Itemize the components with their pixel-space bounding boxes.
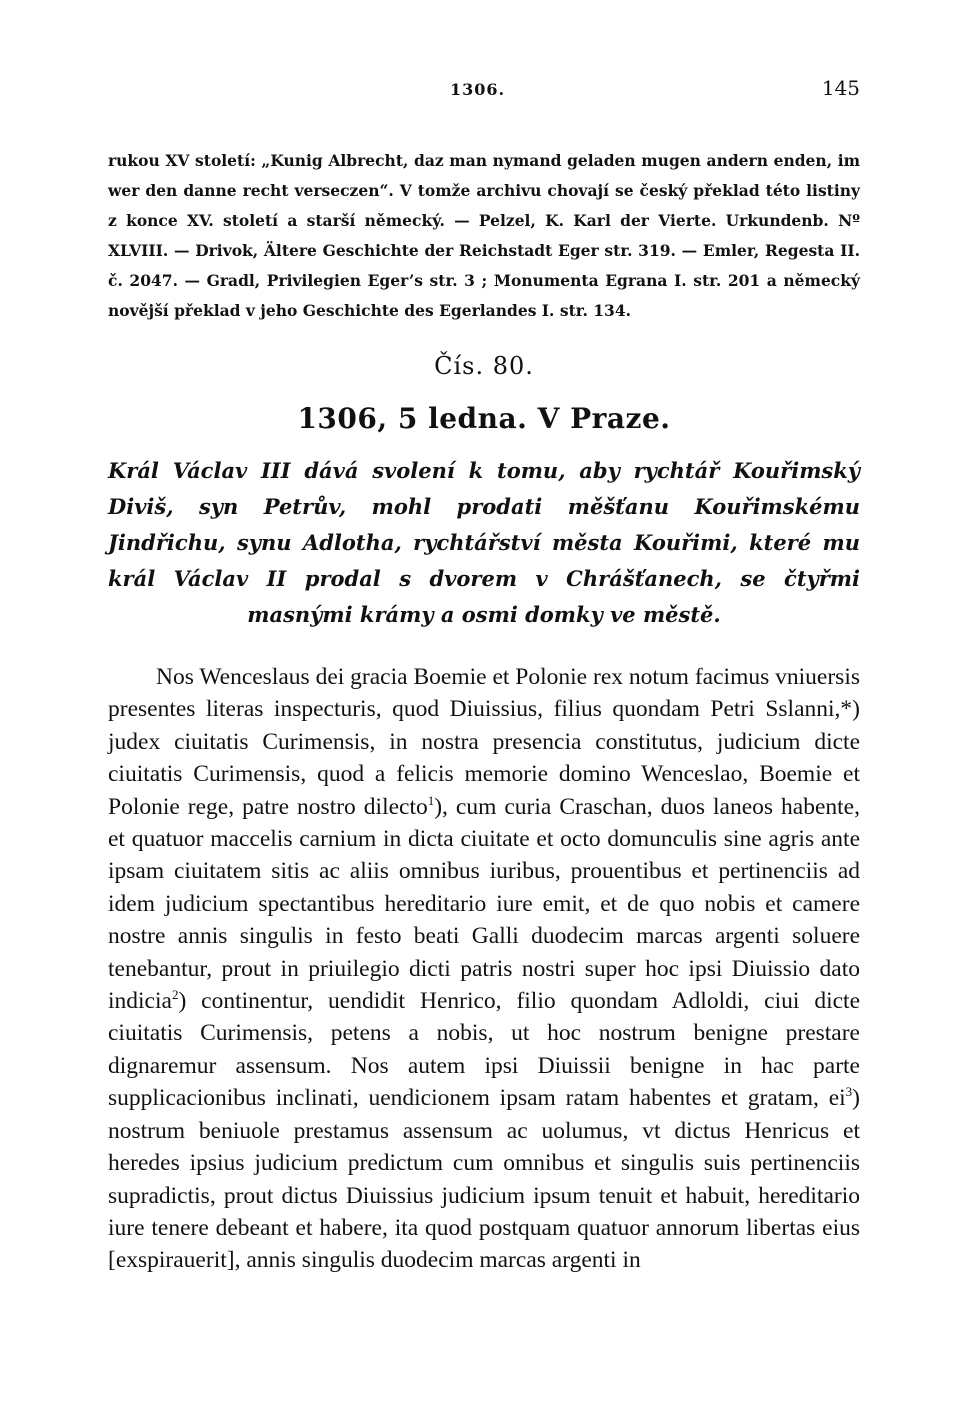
document-page: [108, 70, 860, 1300]
document-number: Čís. 80.: [434, 352, 534, 380]
running-head: [108, 70, 860, 110]
latin-text-part-2: ), cum curia Craschan, duos laneos habente, et quatuor maccelis carnium in dicta ciuitate et octo domunculis sine agris ante ipsam ciuitatem sitis ac aliis omnibus iuribus, prouentibus et pertinenciis ad idem judicium spectantibus hereditario iure emit, et de quo nobis et camere nostre annis singulis in festo beati Galli duodecim marcas argenti soluere tenebantur, prout in priuilegio dicti patris nostri super hoc ipsi Diuissio dato indicia: [108, 793, 860, 1015]
document-date: 1306, 5 ledna. V Praze.: [297, 402, 671, 435]
latin-charter-text: [108, 661, 860, 1277]
footnote-ref-3: 3: [845, 1084, 853, 1100]
regest-summary: Král Václav III dává svolení k tomu, aby rychtář Kouřimský Diviš, syn Petrův, mohl prodati měšťanu Kouřimskému Jindřichu, synu Adlotha, rychtářství města Kouřimi, které mu král Václav II prodal s dvorem v Chrášťanech, se čtyřmi masnými krámy a osmi domky ve městě.: [108, 458, 860, 627]
latin-text-part-4: ) nostrum beniuole prestamus assensum ac uolumus, vt dictus Henricus et heredes ipsius judicium predictum cum omnibus et singulis suis pertinenciis supradictis, prout dictus Diuissius judicium ipsum tenuit et habuit, hereditario iure tenere debeant et habere, ita quod postquam quatuor annorum libertas eius [exspirauerit], annis singulis duodecim marcas argenti in: [108, 1085, 860, 1274]
page-number: 145: [821, 76, 860, 100]
footnote-ref-2: 2: [171, 987, 179, 1003]
note-paragraph: rukou XV století: „Kunig Albrecht, daz man nymand geladen mugen andern enden, im wer den danne recht verseczen“. V tomže archivu chovají se český překlad této listiny z konce XV. století a starší německý. — Pelzel, K. Karl der Vierte. Urkundenb. Nº XLVIII. — Drivok, Ältere Geschichte der Reichstadt Eger str. 319. — Emler, Regesta II. č. 2047. — Gradl, Privilegien Eger’s str. 3 ; Monumenta Egrana I. str. 201 a německý novější překlad v jeho Geschichte des Egerlandes I. str. 134.: [108, 151, 860, 320]
running-head-year: 1306.: [450, 80, 506, 99]
footnote-ref-1: 1: [427, 792, 435, 808]
latin-text-part-1: Nos Wenceslaus dei gracia Boemie et Polonie rex notum facimus vniuersis presentes literas inspecturis, quod Diuissius, filius quondam Petri Sslanni,*) judex ciuitatis Curimensis, in nostra presencia constitutus, judicium dicte ciuitatis Curimensis, quod a felicis memorie domino Wenceslao, Boemie et Polonie rege, patre nostro dilecto: [108, 664, 860, 820]
latin-text-part-3: ) continentur, uendidit Henrico, filio quondam Adloldi, ciui dicte ciuitatis Curimensis, petens a nobis, ut hoc nostrum benigne prestare dignaremur assensum. Nos autem ipsi Diuissii benigne in hac parte supplicacionibus inclinati, uendicionem ipsam ratam habentes et gratam, ei: [108, 988, 860, 1112]
